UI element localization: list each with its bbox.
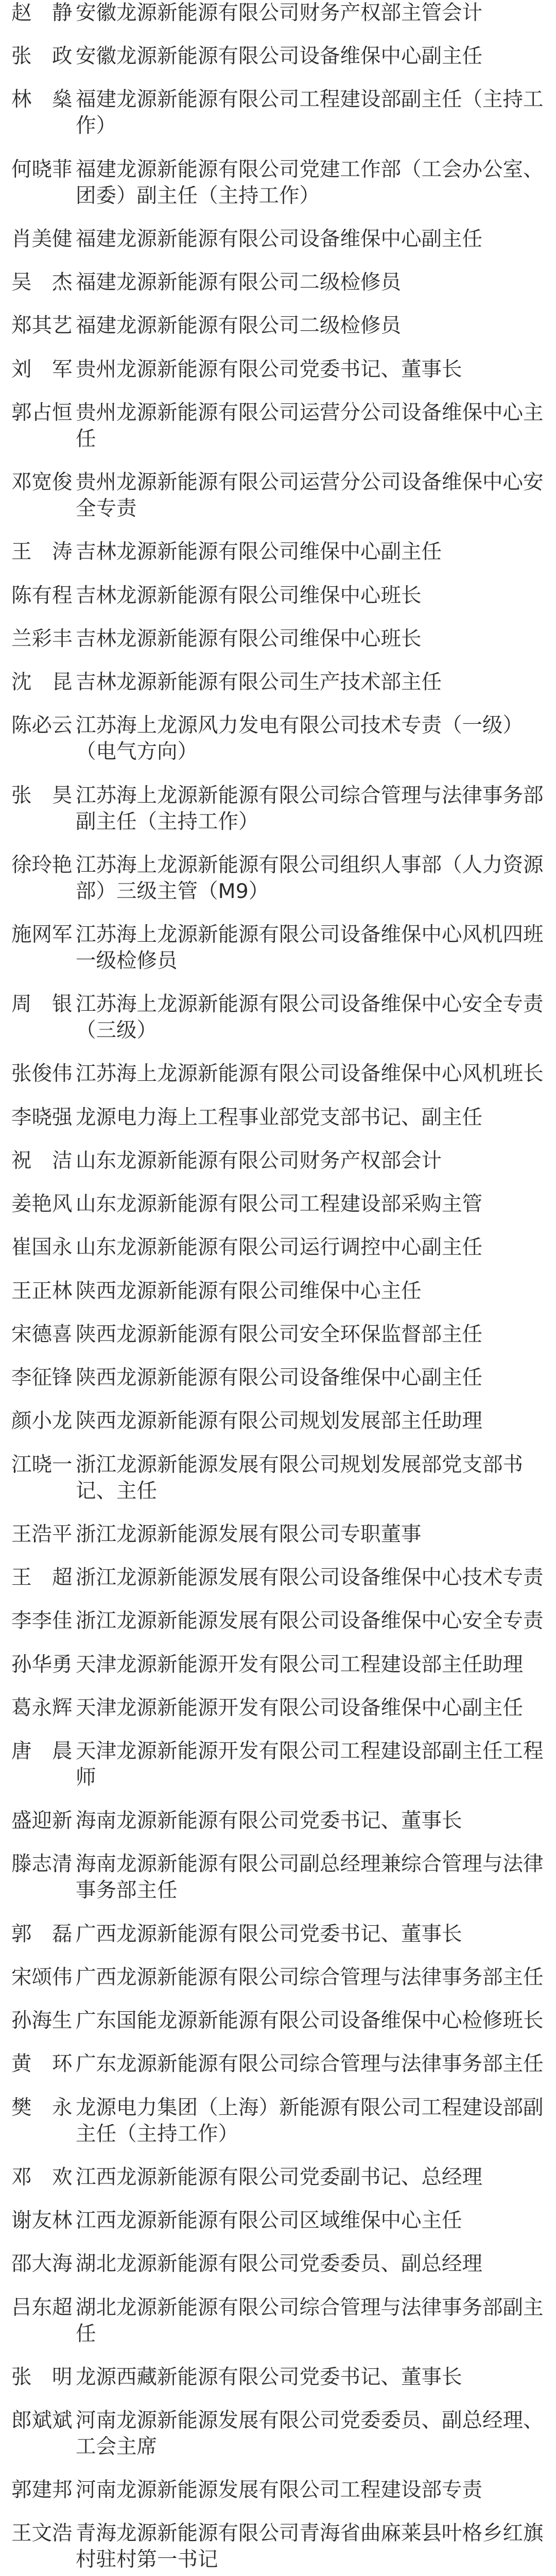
list-item: [11, 87, 550, 139]
list-item: [11, 1191, 550, 1217]
person-title: 浙江龙源新能源发展有限公司规划发展部党支部书记、主任: [76, 1452, 523, 1503]
person-title: 山东龙源新能源有限公司工程建设部采购主管: [76, 1192, 482, 1216]
list-item: [11, 1278, 550, 1304]
person-title: 山东龙源新能源有限公司运行调控中心副主任: [76, 1235, 482, 1260]
person-name: 王 涛: [11, 540, 73, 564]
list-item: [11, 1964, 550, 1991]
person-title: 江苏海上龙源新能源有限公司设备维保中心风机四班一级检修员: [76, 922, 544, 973]
list-item: [11, 783, 550, 835]
list-item: [11, 1234, 550, 1261]
person-title: 吉林龙源新能源有限公司维保中心副主任: [76, 540, 442, 564]
list-item: [11, 669, 550, 696]
person-name: 肖美健: [11, 227, 73, 251]
person-title: 贵州龙源新能源有限公司运营分公司设备维保中心安全专责: [76, 470, 544, 521]
list-item: [11, 2164, 550, 2191]
person-title: 福建龙源新能源有限公司二级检修员: [76, 314, 401, 338]
person-title: 福建龙源新能源有限公司工程建设部副主任（主持工作）: [76, 88, 544, 138]
person-title: 广东国能龙源新能源有限公司设备维保中心检修班长: [76, 2009, 544, 2033]
list-item: [11, 157, 550, 209]
person-title: 江苏海上龙源新能源有限公司组织人事部（人力资源部）三级主管（M9）: [76, 853, 544, 903]
person-title: 浙江龙源新能源发展有限公司专职董事: [76, 1522, 422, 1546]
person-title: 陕西龙源新能源有限公司安全环保监督部主任: [76, 1322, 482, 1346]
person-name: 孙华勇: [11, 1652, 73, 1676]
list-item: [11, 1521, 550, 1548]
person-name: 王文浩: [11, 2521, 73, 2546]
list-item: [11, 2364, 550, 2391]
person-name: 王浩平: [11, 1522, 73, 1546]
list-item: [11, 713, 550, 765]
person-title: 龙源电力集团（上海）新能源有限公司工程建设部副主任（主持工作）: [76, 2095, 544, 2146]
list-item: [11, 2095, 550, 2147]
person-name: 李李佳: [11, 1609, 73, 1633]
person-name: 赵 静: [11, 1, 73, 25]
person-title: 陕西龙源新能源有限公司设备维保中心副主任: [76, 1366, 482, 1390]
person-name: 吕东超: [11, 2295, 73, 2319]
person-title: 湖北龙源新能源有限公司综合管理与法律事务部副主任: [76, 2295, 544, 2346]
person-name: 滕志清: [11, 1852, 73, 1876]
list-item: [11, 852, 550, 905]
person-name: 姜艳风: [11, 1192, 73, 1216]
person-title: 江西龙源新能源有限公司区域维保中心主任: [76, 2209, 462, 2233]
list-item: [11, 226, 550, 252]
list-item: [11, 1452, 550, 1504]
person-name: 刘 军: [11, 357, 73, 381]
person-name: 宋德喜: [11, 1322, 73, 1346]
list-item: [11, 2251, 550, 2277]
person-title: 福建龙源新能源有限公司二级检修员: [76, 270, 401, 295]
person-name: 郎斌斌: [11, 2409, 73, 2433]
person-title: 山东龙源新能源有限公司财务产权部会计: [76, 1148, 442, 1173]
person-name: 郭 磊: [11, 1922, 73, 1946]
person-name: 施网军: [11, 922, 73, 946]
person-name: 林 燊: [11, 88, 73, 112]
person-name: 郭建邦: [11, 2478, 73, 2502]
list-item: [11, 1148, 550, 1174]
person-title: 青海龙源新能源有限公司青海省曲麻莱县叶格乡红旗村驻村第一书记: [76, 2521, 544, 2572]
list-item: [11, 2051, 550, 2077]
person-name: 樊 永: [11, 2095, 73, 2120]
person-name: 颜小龙: [11, 1409, 73, 1433]
person-title: 浙江龙源新能源发展有限公司设备维保中心安全专责: [76, 1609, 544, 1633]
list-item: [11, 1565, 550, 1591]
person-title: 贵州龙源新能源有限公司党委书记、董事长: [76, 357, 462, 381]
person-title: 吉林龙源新能源有限公司生产技术部主任: [76, 670, 442, 694]
person-title: 龙源电力海上工程事业部党支部书记、副主任: [76, 1105, 482, 1129]
list-item: [11, 269, 550, 296]
list-item: [11, 1738, 550, 1791]
person-title: 浙江龙源新能源发展有限公司设备维保中心技术专责: [76, 1566, 544, 1590]
person-name: 江晓一: [11, 1452, 73, 1477]
list-item: [11, 2208, 550, 2234]
person-name: 陈必云: [11, 714, 73, 738]
list-item: [11, 1921, 550, 1947]
list-item: [11, 1695, 550, 1721]
person-name: 王 超: [11, 1566, 73, 1590]
list-item: [11, 539, 550, 565]
list-item: [11, 1061, 550, 1087]
person-name: 张俊伟: [11, 1062, 73, 1086]
person-title: 贵州龙源新能源有限公司运营分公司设备维保中心主任: [76, 400, 544, 451]
person-title: 海南龙源新能源有限公司党委书记、董事长: [76, 1809, 462, 1833]
list-item: [11, 469, 550, 522]
person-title: 海南龙源新能源有限公司副总经理兼综合管理与法律事务部主任: [76, 1852, 544, 1903]
list-item: [11, 2520, 550, 2573]
person-title: 陕西龙源新能源有限公司规划发展部主任助理: [76, 1409, 482, 1433]
list-item: [11, 2295, 550, 2347]
person-title: 江苏海上龙源风力发电有限公司技术专责（一级）（电气方向）: [76, 714, 523, 764]
person-name: 宋颂伟: [11, 1965, 73, 1989]
list-item: [11, 1808, 550, 1834]
person-name: 王正林: [11, 1279, 73, 1303]
list-item: [11, 583, 550, 609]
list-item: [11, 1652, 550, 1678]
person-title: 安徽龙源新能源有限公司财务产权部主管会计: [76, 1, 482, 25]
list-item: [11, 1851, 550, 1904]
list-item: [11, 1321, 550, 1348]
person-title: 江苏海上龙源新能源有限公司综合管理与法律事务部副主任（主持工作）: [76, 783, 544, 834]
list-item: [11, 400, 550, 452]
person-title: 天津龙源新能源开发有限公司工程建设部主任助理: [76, 1652, 523, 1676]
person-name: 邓 欢: [11, 2165, 73, 2189]
list-item: [11, 0, 550, 26]
person-name: 何晓菲: [11, 157, 73, 181]
person-title: 河南龙源新能源发展有限公司工程建设部专责: [76, 2478, 482, 2502]
person-name: 邓宽俊: [11, 470, 73, 495]
list-item: [11, 991, 550, 1044]
person-title: 河南龙源新能源发展有限公司党委委员、副总经理、工会主席: [76, 2409, 544, 2459]
list-item: [11, 2408, 550, 2460]
list-item: [11, 626, 550, 652]
person-name: 唐 晨: [11, 1739, 73, 1763]
person-title: 福建龙源新能源有限公司设备维保中心副主任: [76, 227, 482, 251]
person-name: 谢友林: [11, 2209, 73, 2233]
person-name: 张 政: [11, 44, 73, 69]
person-title: 天津龙源新能源开发有限公司工程建设部副主任工程师: [76, 1739, 544, 1789]
person-name: 李征锋: [11, 1366, 73, 1390]
list-item: [11, 922, 550, 974]
person-name: 郑其艺: [11, 314, 73, 338]
list-item: [11, 313, 550, 339]
person-name: 李晓强: [11, 1105, 73, 1129]
person-title: 广西龙源新能源有限公司党委书记、董事长: [76, 1922, 462, 1946]
person-name: 郭占恒: [11, 400, 73, 425]
person-title: 吉林龙源新能源有限公司维保中心班长: [76, 583, 422, 607]
person-title: 安徽龙源新能源有限公司设备维保中心副主任: [76, 44, 482, 69]
list-item: [11, 43, 550, 70]
person-title: 陕西龙源新能源有限公司维保中心主任: [76, 1279, 422, 1303]
list-item: [11, 1105, 550, 1131]
person-name: 兰彩丰: [11, 626, 73, 651]
list-item: [11, 1608, 550, 1634]
list-item: [11, 2477, 550, 2503]
person-name: 张 明: [11, 2365, 73, 2389]
person-name: 崔国永: [11, 1235, 73, 1260]
person-title: 龙源西藏新能源有限公司党委书记、董事长: [76, 2365, 462, 2389]
person-name: 陈有程: [11, 583, 73, 607]
person-name: 周 银: [11, 992, 73, 1016]
person-title: 江苏海上龙源新能源有限公司设备维保中心风机班长: [76, 1062, 544, 1086]
person-title: 福建龙源新能源有限公司党建工作部（工会办公室、团委）副主任（主持工作）: [76, 157, 544, 208]
person-name: 吴 杰: [11, 270, 73, 295]
person-name: 孙海生: [11, 2009, 73, 2033]
list-item: [11, 1408, 550, 1434]
person-name: 葛永辉: [11, 1696, 73, 1720]
person-title: 江西龙源新能源有限公司党委副书记、总经理: [76, 2165, 482, 2189]
person-title: 吉林龙源新能源有限公司维保中心班长: [76, 626, 422, 651]
person-name: 祝 洁: [11, 1148, 73, 1173]
person-name: 黄 环: [11, 2052, 73, 2076]
person-title: 广西龙源新能源有限公司综合管理与法律事务部主任: [76, 1965, 544, 1989]
person-title: 天津龙源新能源开发有限公司设备维保中心副主任: [76, 1696, 523, 1720]
person-title: 湖北龙源新能源有限公司党委委员、副总经理: [76, 2252, 482, 2276]
person-name: 邵大海: [11, 2252, 73, 2276]
person-name: 沈 昆: [11, 670, 73, 694]
list-item: [11, 2008, 550, 2034]
list-item: [11, 357, 550, 383]
person-title: 广东龙源新能源有限公司综合管理与法律事务部主任: [76, 2052, 544, 2076]
person-title: 江苏海上龙源新能源有限公司设备维保中心安全专责（三级）: [76, 992, 544, 1043]
person-name: 盛迎新: [11, 1809, 73, 1833]
list-item: [11, 1365, 550, 1391]
person-name: 张 昊: [11, 783, 73, 807]
person-name: 徐玲艳: [11, 853, 73, 877]
